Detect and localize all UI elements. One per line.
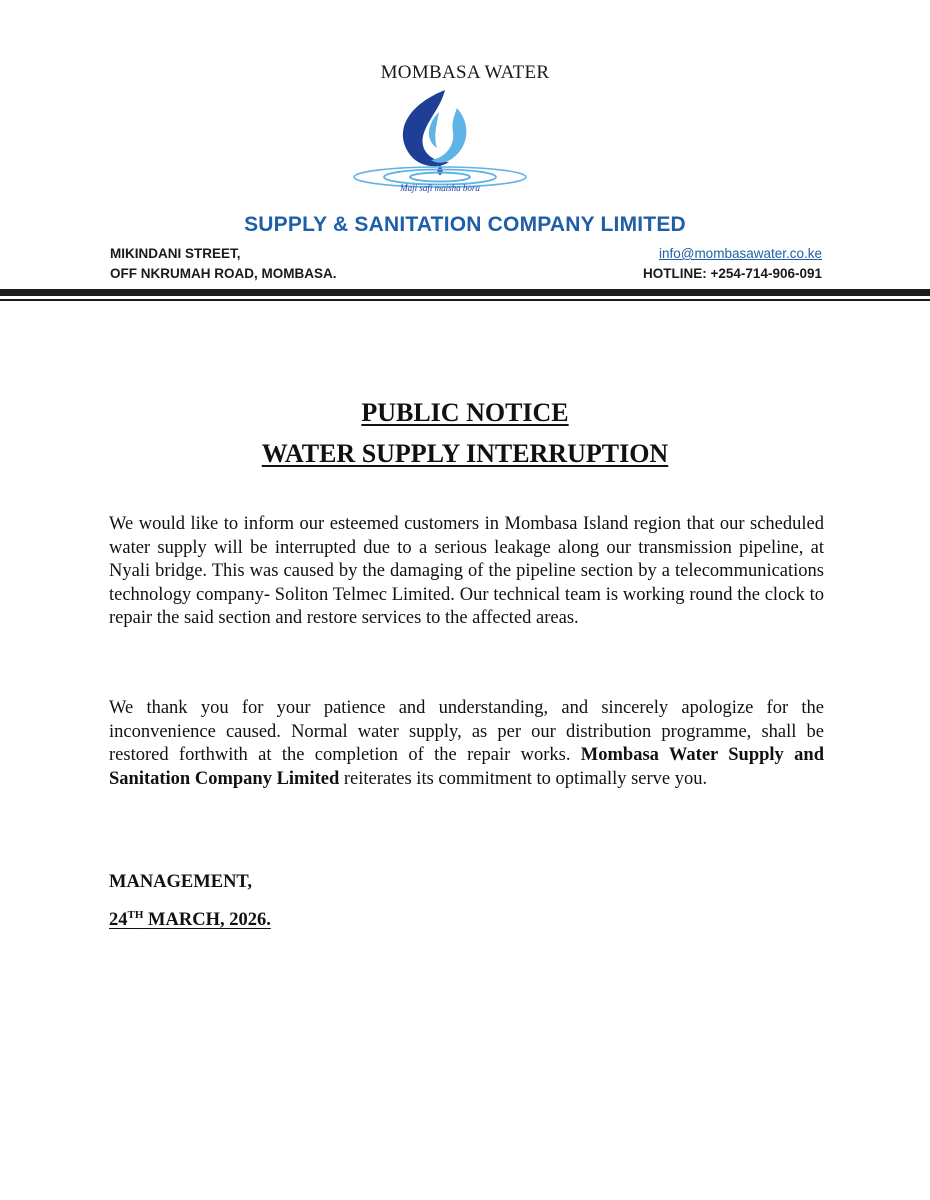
logo-flame-dark xyxy=(403,90,449,166)
paragraph-2-company: Mombasa Water Supply and Sanitation Company Limited xyxy=(109,745,824,789)
paragraph-2-end: reiterates its commitment to optimally serve you. xyxy=(339,768,708,789)
brand-name: MOMBASA WATER xyxy=(380,62,550,83)
notice-date xyxy=(109,910,271,931)
date-suffix: TH xyxy=(127,909,144,921)
notice-paragraph-2 xyxy=(109,697,824,791)
paragraph-2-start: We thank you for your patience and understanding, and sincerely apologize for the inconvenience caused. Normal water supply, as per our distribution programme, shall be restored forthwith at the completion of the repair works. xyxy=(109,698,824,765)
notice-subtitle: WATER SUPPLY INTERRUPTION xyxy=(261,439,669,468)
email-link[interactable]: info@mombasawater.co.ke xyxy=(658,246,822,261)
date-rest: MARCH, 2026. xyxy=(143,910,271,930)
header-divider-thick xyxy=(0,289,930,296)
address-line-2: OFF NKRUMAH ROAD, MOMBASA. xyxy=(110,266,337,281)
hotline: HOTLINE: +254-714-906-091 xyxy=(643,266,822,281)
logo-slogan: Maji safi maisha bora xyxy=(400,183,480,193)
company-logo xyxy=(345,84,535,200)
company-name: SUPPLY & SANITATION COMPANY LIMITED xyxy=(244,213,686,236)
notice-paragraph-1: We would like to inform our esteemed customers in Mombasa Island region that our scheduled water supply will be interrupted due to a serious leakage along our transmission pipeline, at Nyali bridge. This was caused by the damaging of the pipeline section by a telecommunications technology company- Soliton Telmec Limited. Our technical team is working round the clock to repair the said section and restore services to the affected areas. xyxy=(109,514,824,628)
address-line-1: MIKINDANI STREET, xyxy=(110,246,241,261)
date-day: 24 xyxy=(109,910,128,930)
header-divider-thin xyxy=(0,299,930,301)
signatory: MANAGEMENT, xyxy=(109,872,253,892)
notice-title: PUBLIC NOTICE xyxy=(361,398,569,427)
